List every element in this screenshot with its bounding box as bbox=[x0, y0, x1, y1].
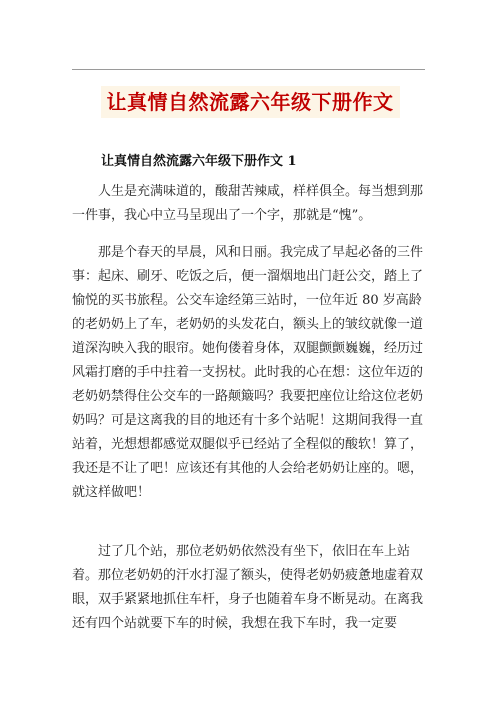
paragraph-2: 那是个春天的早晨，风和日丽。我完成了早起必备的三件事：起床、刷牙、吃饭之后，便一溜烟地出门赶公交，踏上了愉悦的买书旅程。公交车途经第三站时，一位年近 80 岁高龄的老奶奶上了车，老奶奶的头发花白，额头上的皱纹就像一道道深沟映入我的眼帘。她佝偻着身体，双腿颤颤巍巍，经历过风霜打磨的手中拄着一支拐杖。此时我的心在想：这位年迈的老奶奶禁得住公交车的一路颠簸吗？我要把座位让给这位老奶奶吗？可是这离我的目的地还有十多个站呢！这期间我得一直站着，光想想都感觉双腿似乎已经站了全程似的酸软！算了，我还是不让了吧！应该还有其他的人会给老奶奶让座的。嗯，就这样做吧！ bbox=[72, 245, 424, 500]
document-title: 让真情自然流露六年级下册作文 bbox=[101, 86, 400, 118]
paragraph-3: 过了几个站，那位老奶奶依然没有坐下，依旧在车上站着。那位老奶奶的汗水打湿了额头，使得老奶奶疲惫地虚着双眼，双手紧紧地抓住车杆，身子也随着车身不断晃动。在离我还有四个站就要下车的时候，我想在我下车时，我一定要 bbox=[72, 544, 424, 631]
title-container bbox=[0, 86, 500, 118]
essay-subtitle: 让真情自然流露六年级下册作文 1 bbox=[101, 154, 297, 169]
top-divider bbox=[72, 69, 425, 70]
paragraph-1: 人生是充满味道的，酸甜苦辣咸，样样俱全。每当想到那一件事，我心中立马呈现出了一个字，那就是“愧”。 bbox=[72, 184, 424, 223]
